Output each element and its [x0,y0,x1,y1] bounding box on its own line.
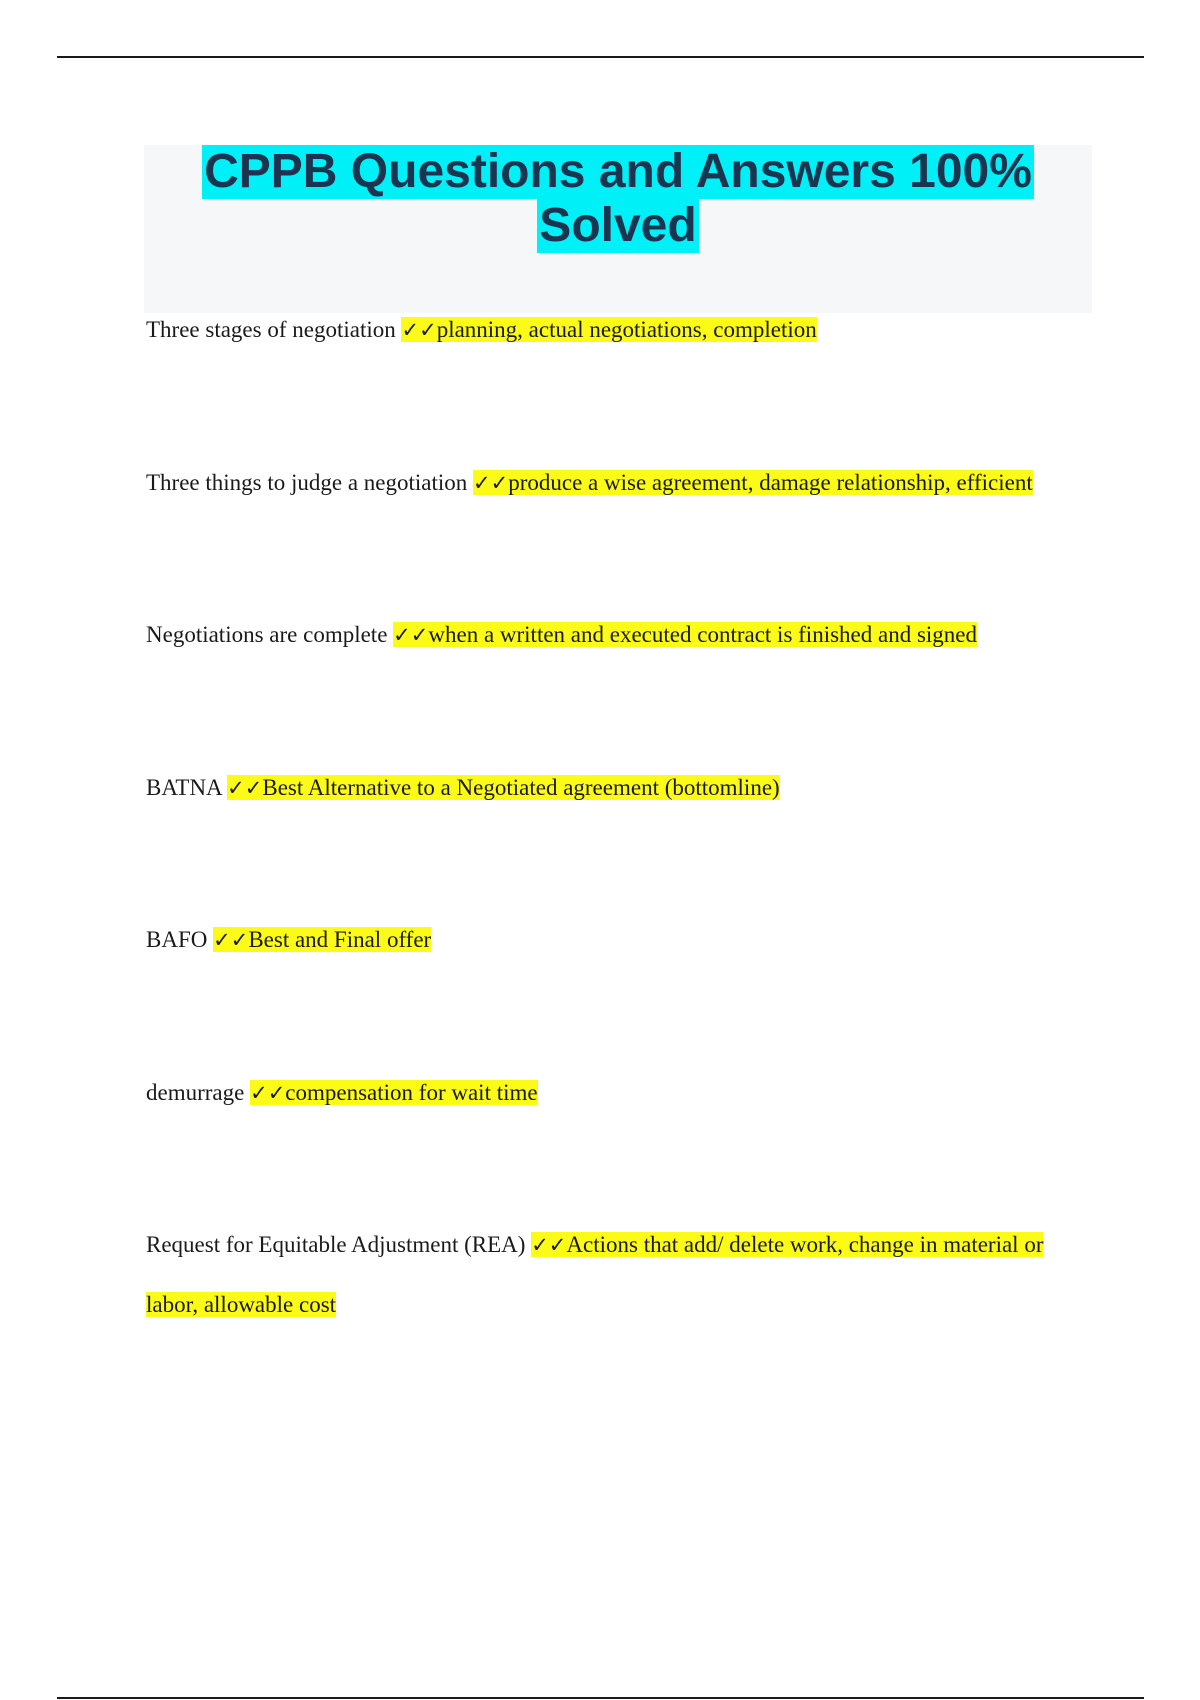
answer-highlight [227,775,780,800]
qa-item [146,1063,1086,1123]
answer-highlight [401,317,816,342]
check-icon: ✓✓ [250,1081,286,1105]
document-title [144,145,1092,253]
qa-item [146,910,1086,970]
title-line-2: Solved [539,199,697,252]
check-icon: ✓✓ [531,1233,567,1257]
qa-item [146,453,1086,513]
question-text: BATNA [146,775,222,800]
answer-text: planning, actual negotiations, completion [436,317,817,342]
check-icon: ✓✓ [213,928,249,952]
bottom-rule [57,1697,1144,1699]
question-text: demurrage [146,1080,245,1105]
answer-text: when a written and executed contract is finished and signed [428,622,977,647]
title-line-1: CPPB Questions and Answers 100% [204,145,1032,198]
check-icon: ✓✓ [473,471,509,495]
answer-highlight [213,927,431,952]
answer-text: Actions that add/ delete work, change in material or labor, allowable cost [146,1232,1044,1317]
check-icon: ✓✓ [393,623,429,647]
answer-text: produce a wise agreement, damage relationship, efficient [508,470,1033,495]
answer-text: Best and Final offer [248,927,432,952]
qa-item [146,758,1086,818]
title-block [144,145,1092,313]
answer-highlight [393,622,977,647]
question-text: Three things to judge a negotiation [146,470,468,495]
qa-item [146,300,1086,360]
answer-highlight [250,1080,538,1105]
question-text: Negotiations are complete [146,622,388,647]
question-text: BAFO [146,927,208,952]
check-icon: ✓✓ [401,318,437,342]
qa-item [146,1215,1086,1335]
answer-text: Best Alternative to a Negotiated agreement (bottomline) [262,775,780,800]
question-text: Request for Equitable Adjustment (REA) [146,1232,526,1257]
check-icon: ✓✓ [227,776,263,800]
question-text: Three stages of negotiation [146,317,396,342]
qa-item [146,605,1086,665]
answer-highlight [473,470,1033,495]
answer-text: compensation for wait time [285,1080,538,1105]
top-rule [57,56,1144,58]
